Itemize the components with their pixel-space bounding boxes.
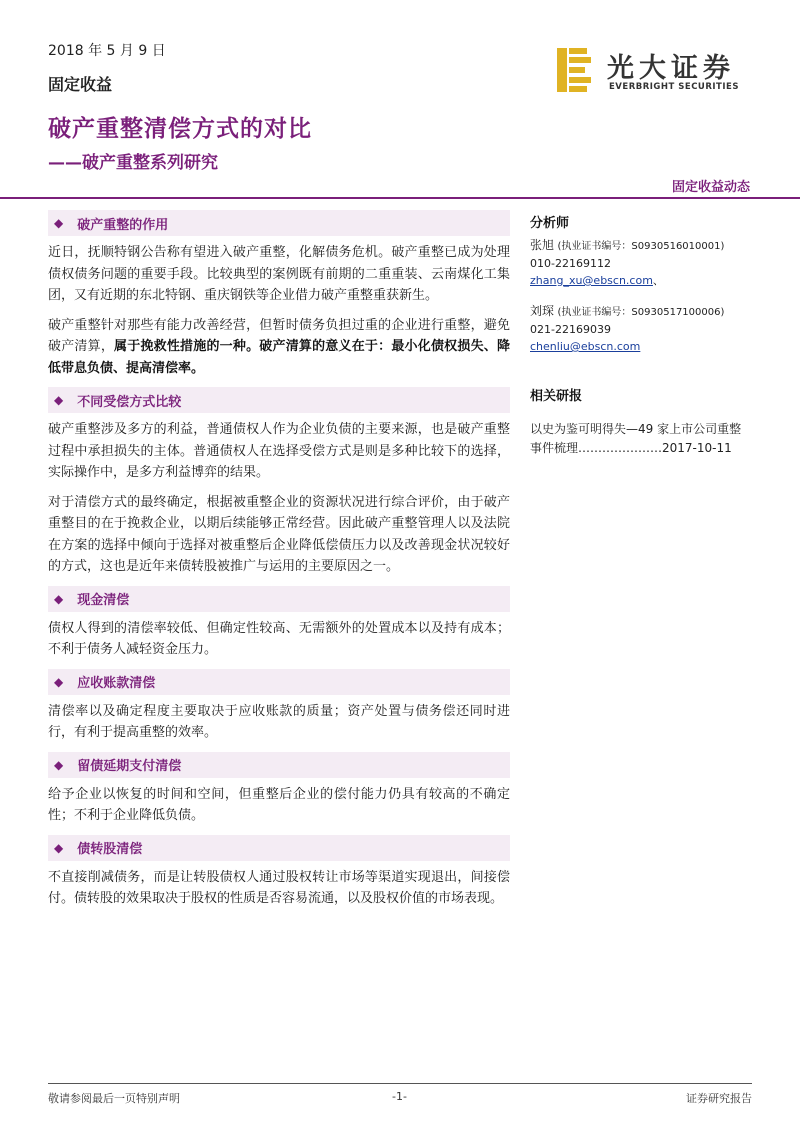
paragraph: 债权人得到的清偿率较低、但确定性较高、无需额外的处置成本以及持有成本；不利于债务人减轻资金压力。 <box>48 620 510 657</box>
paragraph: 破产重整针对那些有能力改善经营，但暂时债务负担过重的企业进行重整，避免破产清算，属于挽救性措施的一种。破产清算的意义在于：最小化债权损失、降低带息负债、提高清偿率。 <box>48 317 510 376</box>
section-heading: ◆ 现金清偿 <box>48 586 510 612</box>
company-logo <box>557 46 757 96</box>
paragraph: 给予企业以恢复的时间和空间，但重整后企业的偿付能力仍具有较高的不确定性；不利于企业降低负债。 <box>48 786 510 823</box>
analyst-name-line: 张旭 (执业证书编号：S0930516010001) <box>530 238 725 252</box>
analyst-email-link[interactable]: zhang_xu@ebscn.com <box>530 274 653 287</box>
everbright-logo-icon <box>557 48 593 92</box>
diamond-bullet-icon: ◆ <box>54 591 64 606</box>
analyst-email-line: zhang_xu@ebscn.com、 <box>530 274 664 287</box>
analyst-email-line <box>530 338 760 355</box>
paragraph: 对于清偿方式的最终确定，根据被重整企业的资源状况进行综合评价，由于破产重整目的在于挽救企业，以期后续能够正常经营。因此破产重整管理人以及法院在方案的选择中倾向于选择对被重整后企业降低偿债压力以及改善现金状况较好的方式，这也是近年来债转股被推广与运用的主要原因之一。 <box>48 494 510 574</box>
document-type: 固定收益动态 <box>671 180 750 195</box>
related-research-heading: 相关研报 <box>530 389 583 404</box>
diamond-bullet-icon: ◆ <box>54 216 64 230</box>
paragraph: 破产重整涉及多方的利益，普通债权人作为企业负债的主要来源，也是破产重整过程中承担损失的主体。普通债权人在选择受偿方式是则是多种比较下的选择，实际操作中，是多方利益博弈的结果。 <box>48 422 510 480</box>
related-research-item[interactable]: 以史为鉴可明得失—49 家上市公司重整 事件梳理…………………2017-10-11 <box>530 422 742 455</box>
section-heading: ◆ 应收账款清偿 <box>48 669 510 695</box>
section-comparison <box>48 387 510 578</box>
main-content <box>48 206 510 918</box>
report-title: 破产重整清偿方式的对比 <box>48 116 312 142</box>
footer-divider <box>48 1083 752 1084</box>
diamond-bullet-icon: ◆ <box>54 674 64 689</box>
emphasis-text: 属于挽救性措施的一种。破产清算的意义在于：最小化债权损失、降低带息负债、提高清偿率。 <box>48 339 510 376</box>
paragraph: 清偿率以及确定程度主要取决于应收账款的质量；资产处置与债务偿还同时进行，有利于提高重整的效率。 <box>48 703 510 740</box>
report-category: 固定收益 <box>48 75 113 94</box>
section-heading: ◆ 破产重整的作用 <box>48 210 510 236</box>
report-subtitle: ——破产重整系列研究 <box>48 153 218 173</box>
diamond-bullet-icon: ◆ <box>54 840 64 855</box>
section-role <box>48 210 510 379</box>
analyst-heading: 分析师 <box>530 216 570 231</box>
section-deferred <box>48 752 510 827</box>
diamond-bullet-icon: ◆ <box>54 393 64 407</box>
section-cash <box>48 586 510 661</box>
analyst-name-line: 刘琛 (执业证书编号：S0930517100006) <box>530 304 725 318</box>
header-divider <box>0 197 800 199</box>
logo-chinese-name: 光大证券 <box>607 53 735 84</box>
analyst-phone: 021-22169039 <box>530 323 611 336</box>
page-number: -1- <box>392 1090 407 1103</box>
section-heading: ◆ 债转股清偿 <box>48 835 510 861</box>
paragraph: 不直接削减债务，而是让转股债权人通过股权转让市场等渠道实现退出，间接偿付。债转股的效果取决于股权的性质是否容易流通，以及股权价值的市场表现。 <box>48 869 510 906</box>
analyst-phone: 010-22169112 <box>530 257 611 270</box>
diamond-bullet-icon: ◆ <box>54 757 64 772</box>
logo-english-name: EVERBRIGHT SECURITIES <box>609 82 739 92</box>
section-debt-to-equity <box>48 835 510 910</box>
section-receivables <box>48 669 510 744</box>
sidebar <box>530 212 760 458</box>
footer-disclaimer: 敬请参阅最后一页特别声明 <box>48 1092 180 1105</box>
paragraph: 近日，抚顺特钢公告称有望进入破产重整，化解债务危机。破产重整已成为处理债权债务问题的重要手段。比较典型的案例既有前期的二重重装、云南煤化工集团，又有近期的东北特钢、重庆钢铁等企业借力破产重整重获新生。 <box>48 245 510 303</box>
report-date: 2018 年 5 月 9 日 <box>48 43 166 59</box>
analyst-email-link[interactable]: chenliu@ebscn.com <box>530 340 641 353</box>
footer-report-type: 证券研究报告 <box>686 1092 752 1105</box>
section-heading: ◆ 不同受偿方式比较 <box>48 387 510 413</box>
section-heading: ◆ 留债延期支付清偿 <box>48 752 510 778</box>
